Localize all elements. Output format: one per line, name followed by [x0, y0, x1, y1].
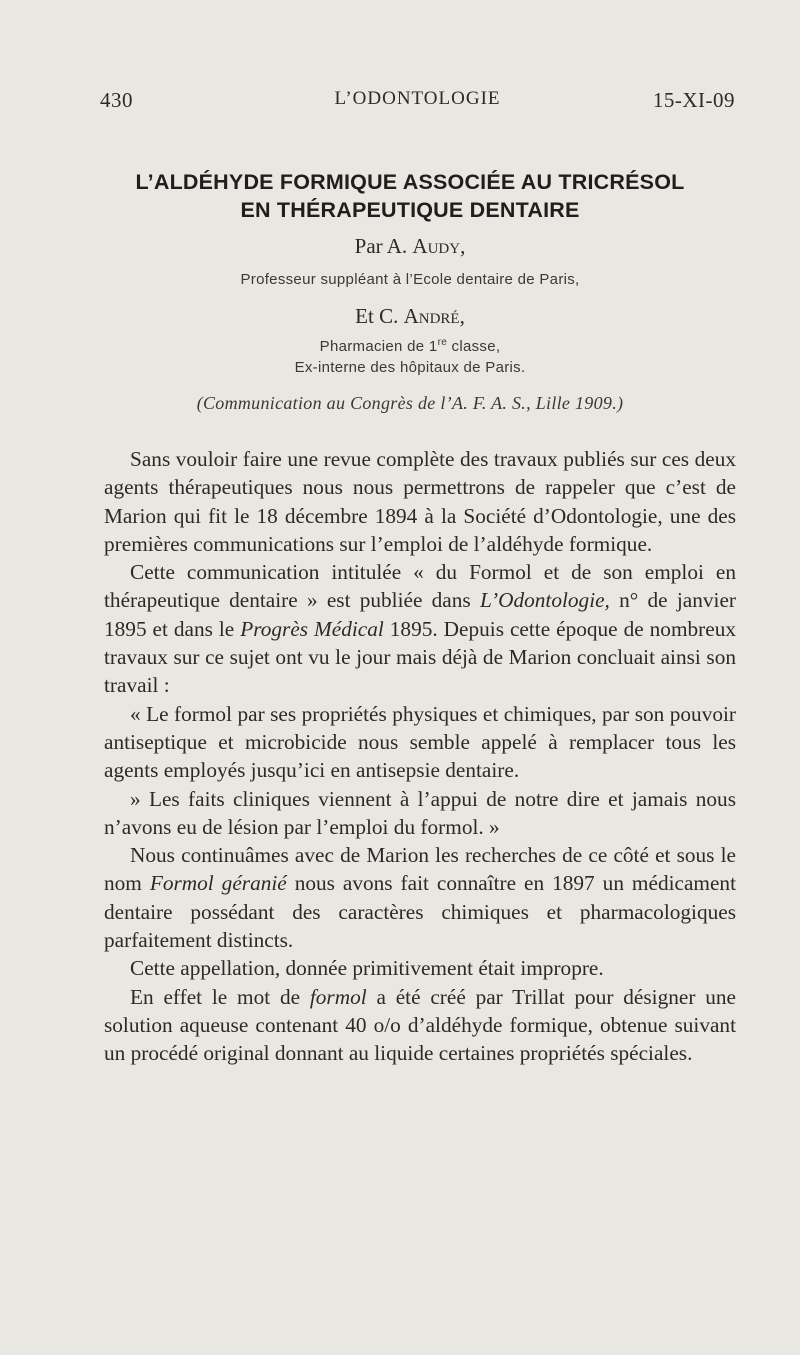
article-body	[104, 445, 736, 1068]
author-andre	[60, 304, 760, 329]
journal-citation: L’Odontologie,	[479, 588, 610, 613]
article-title	[60, 168, 760, 224]
quote-paragraph: « Le formol par ses propriétés physiques et chimiques, par son pouvoir antiseptique et microbicide nous semble appelé à remplacer tous les agents employés jusqu’ici en antisepsie dentaire.	[104, 701, 736, 783]
journal-title: L’ODONTOLOGIE	[334, 88, 501, 109]
quote-paragraph: » Les faits cliniques viennent à l’appui de notre dire et jamais nous n’avons eu de lésion par l’emploi du formol. »	[104, 786, 736, 839]
author-affiliation: Pharmacien de 1re classe,	[319, 337, 501, 355]
author-affiliation: Professeur suppléant à l’Ecole dentaire de Paris,	[240, 271, 580, 288]
product-name: Formol géranié	[149, 871, 287, 896]
article-title-line-2: EN THÉRAPEUTIQUE DENTAIRE	[240, 198, 580, 222]
communication-note: (Communication au Congrès de l’A. F. A. S., Lille 1909.)	[196, 393, 624, 413]
author-audy	[60, 234, 760, 259]
paragraph: Sans vouloir faire une revue complète des travaux publiés sur ces deux agents thérapeutiques nous nous permettrons de rappeler que c’est de Marion qui fit le 18 décembre 1894 à la Société d’Odontologie, une des premières communications sur l’emploi de l’aldéhyde formique.	[104, 447, 736, 556]
paragraph: Nous continuâmes avec de Marion les recherches de ce côté et sous le nom Formol géranié nous avons fait connaître en 1897 un médicament dentaire possédant des caractères chimiques et pharmacologiques parfaitement distincts.	[104, 843, 736, 953]
page-number: 430	[100, 88, 133, 112]
author-name: André,	[403, 304, 465, 328]
journal-citation: Progrès Médical	[240, 616, 384, 641]
author-affiliation: Ex-interne des hôpitaux de Paris.	[294, 359, 526, 376]
paragraph: Cette communication intitulée « du Formol et de son emploi en thérapeutique dentaire » est publiée dans L’Odontologie, n° de janvier 1895 et dans le Progrès Médical 1895. Depuis cette époque de nombreux travaux sur ce sujet ont vu le jour mais déjà de Marion concluait ainsi son travail :	[104, 560, 736, 698]
paragraph: Cette appellation, donnée primitivement était impropre.	[130, 956, 604, 981]
article-title-line-1: L’ALDÉHYDE FORMIQUE ASSOCIÉE AU TRICRÉSOL	[135, 170, 685, 194]
author-prefix: Par A.	[354, 234, 413, 258]
running-head	[100, 88, 735, 118]
paragraph: En effet le mot de formol a été créé par Trillat pour désigner une solution aqueuse contenant 40 o/o d’aldéhyde formique, obtenue suivant un procédé original donnant au liquide certaines propriétés spéciales.	[104, 984, 736, 1066]
author-prefix: Et C.	[355, 304, 404, 328]
author-name: Audy,	[412, 234, 466, 258]
term: formol	[309, 984, 367, 1009]
issue-date: 15-XI-09	[652, 88, 735, 112]
